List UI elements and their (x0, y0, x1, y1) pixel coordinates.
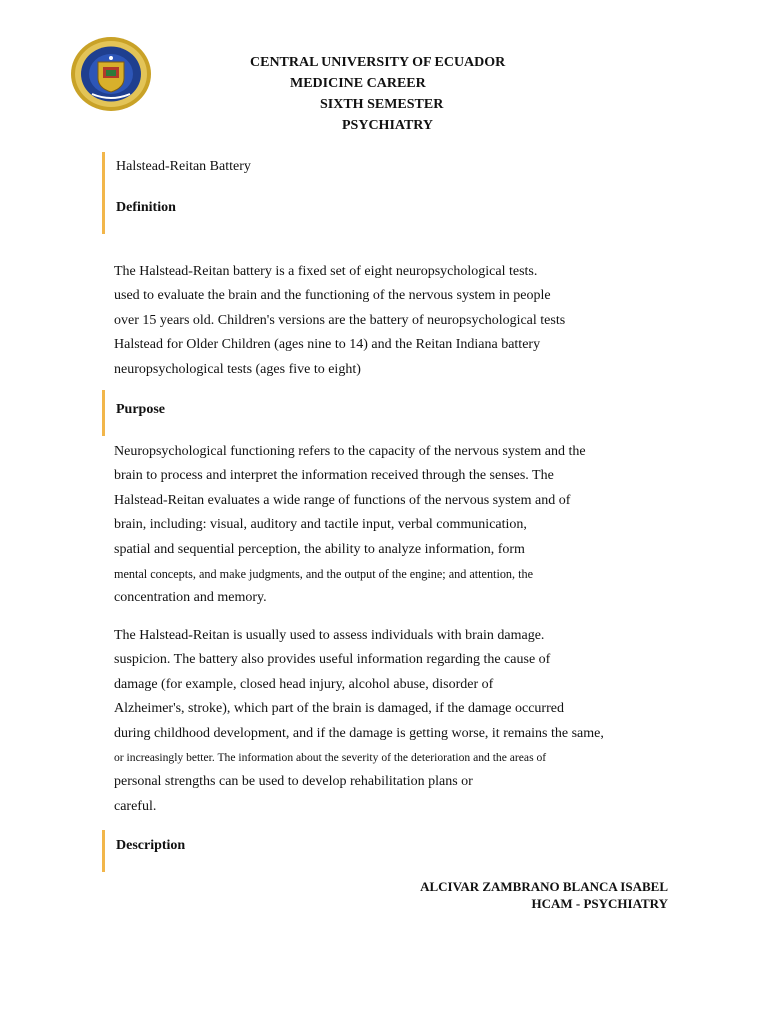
purpose-heading: Purpose (116, 402, 165, 417)
paragraph-line: damage (for example, closed head injury, alcohol abuse, disorder of (114, 676, 494, 692)
paragraph-line: Halstead-Reitan evaluates a wide range of functions of the nervous system and of (114, 492, 571, 508)
paragraph-line: neuropsychological tests (ages five to eight) (114, 361, 361, 377)
purpose-block (102, 390, 165, 436)
title-definition-block (102, 152, 251, 234)
signature-block (420, 878, 668, 912)
paragraph-line: Halstead for Older Children (ages nine to 14) and the Reitan Indiana battery (114, 337, 541, 353)
paragraph-line: mental concepts, and make judgments, and the output of the engine; and attention, the (114, 567, 533, 582)
header-subject: PSYCHIATRY (342, 118, 434, 133)
paragraph-line: Neuropsychological functioning refers to the capacity of the nervous system and the (114, 444, 586, 459)
document-title: Halstead-Reitan Battery (116, 159, 251, 174)
paragraph-line: over 15 years old. Children's versions are the battery of neuropsychological tests (114, 312, 566, 328)
header-university: CENTRAL UNIVERSITY OF ECUADOR (250, 55, 506, 70)
header-semester: SIXTH SEMESTER (320, 97, 444, 112)
paragraph-line: brain to process and interpret the information received through the senses. The (114, 468, 554, 484)
purpose-paragraph (114, 440, 674, 611)
definition-heading: Definition (116, 200, 176, 215)
description-block (102, 830, 185, 872)
header-career: MEDICINE CAREER (290, 76, 426, 91)
paragraph-line: Alzheimer's, stroke), which part of the brain is damaged, if the damage occurred (114, 701, 564, 717)
paragraph-line: spatial and sequential perception, the ability to analyze information, form (114, 541, 525, 557)
paragraph-line: used to evaluate the brain and the functioning of the nervous system in people (114, 288, 551, 304)
paragraph-line: brain, including: visual, auditory and tactile input, verbal communication, (114, 517, 527, 533)
paragraph-line: personal strengths can be used to develop rehabilitation plans or (114, 774, 473, 790)
signature-name: ALCIVAR ZAMBRANO BLANCA ISABEL (420, 879, 668, 894)
paragraph-line: suspicion. The battery also provides useful information regarding the cause of (114, 652, 551, 668)
description-heading: Description (116, 838, 186, 853)
university-seal-icon (70, 36, 152, 112)
usage-paragraph (114, 624, 674, 819)
definition-paragraph (114, 260, 674, 382)
paragraph-line: during childhood development, and if the damage is getting worse, it remains the same, (114, 725, 604, 741)
paragraph-line: concentration and memory. (114, 590, 267, 606)
signature-role: HCAM - PSYCHIATRY (531, 896, 668, 911)
paragraph-line: The Halstead-Reitan is usually used to assess individuals with brain damage. (114, 628, 545, 643)
paragraph-line: or increasingly better. The information about the severity of the deterioration and the areas of (114, 751, 547, 765)
paragraph-line: The Halstead-Reitan battery is a fixed set of eight neuropsychological tests. (114, 264, 538, 279)
paragraph-line: careful. (114, 798, 157, 814)
